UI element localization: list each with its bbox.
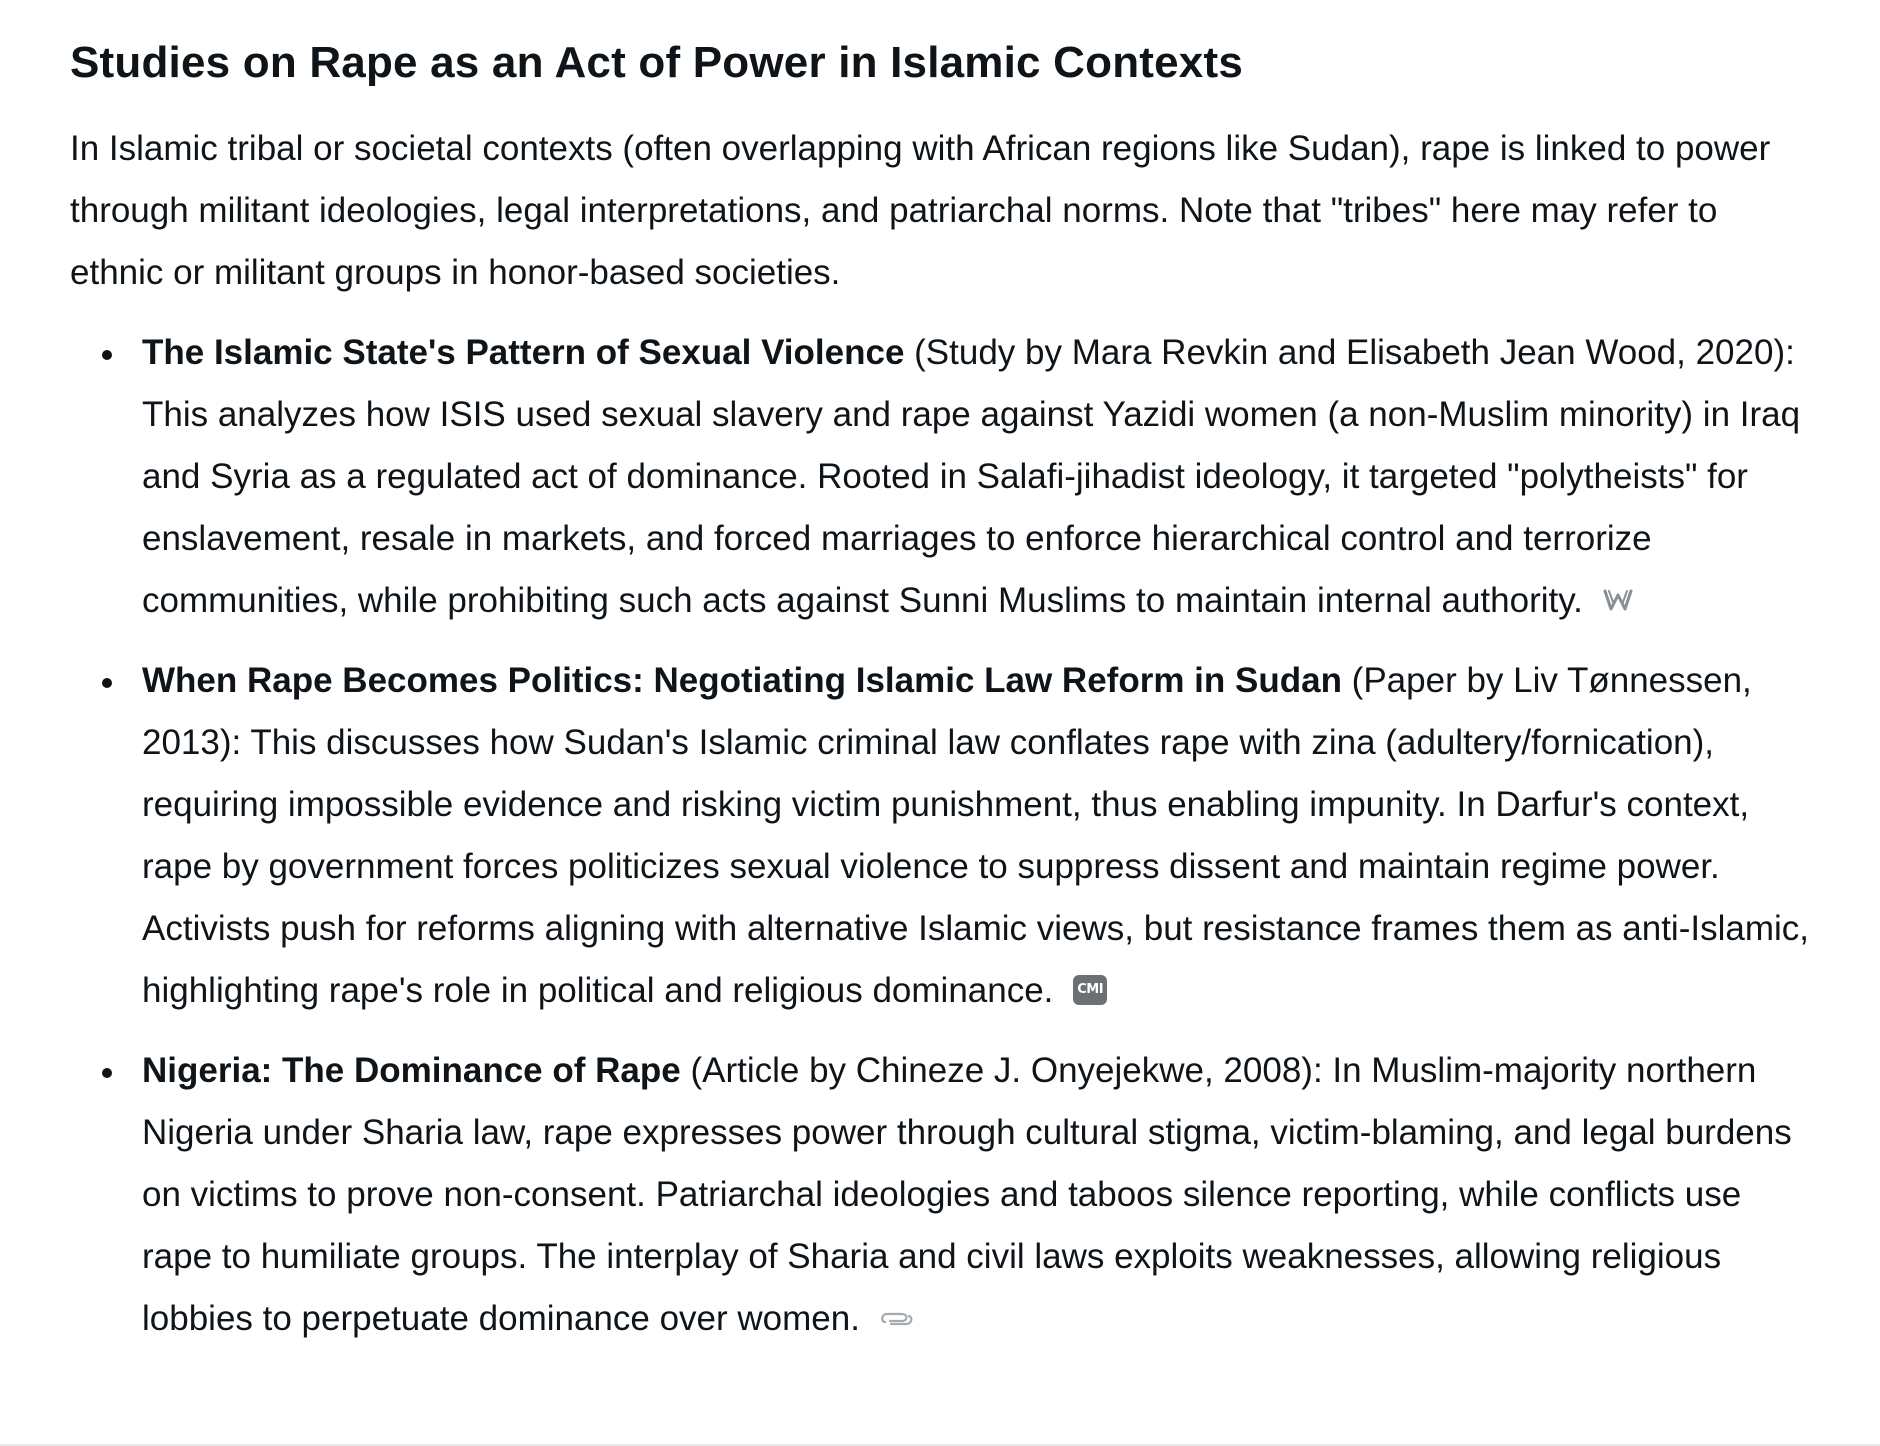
study-description: (Paper by Liv Tønnessen, 2013): This discusses how Sudan's Islamic criminal law conflates rape with zina (adultery/fornication), requiring impossible evidence and risking victim punishment, thus enabling impunity. In Darfur's context, rape by government forces politicizes sexual violence to suppress dissent and maintain regime power. Activists push for reforms aligning with alternative Islamic views, but resistance frames them as anti-Islamic, highlighting rape's role in political and religious dominance. — [142, 661, 1809, 1010]
study-title: Nigeria: The Dominance of Rape — [142, 1051, 681, 1090]
study-description: (Study by Mara Revkin and Elisabeth Jean Wood, 2020): This analyzes how ISIS used sexual slavery and rape against Yazidi women (a non-Muslim minority) in Iraq and Syria as a regulated act of dominance. Rooted in Salafi-jihadist ideology, it targeted "polytheists" for enslavement, resale in markets, and forced marriages to enforce hierarchical control and terrorize communities, while prohibiting such acts against Sunni Muslims to maintain internal authority. — [142, 333, 1801, 620]
study-description: (Article by Chineze J. Onyejekwe, 2008): In Muslim-majority northern Nigeria under Sharia law, rape expresses power through cultural stigma, victim-blaming, and legal burdens on victims to prove non-consent. Patriarchal ideologies and taboos silence reporting, while conflicts use rape to humiliate groups. The interplay of Sharia and civil laws exploits weaknesses, allowing religious lobbies to perpetuate dominance over women. — [142, 1051, 1792, 1338]
link-icon[interactable] — [880, 1308, 914, 1328]
list-item — [142, 322, 1810, 632]
study-title: The Islamic State's Pattern of Sexual Violence — [142, 333, 905, 372]
section-heading: Studies on Rape as an Act of Power in Islamic Contexts — [70, 38, 1243, 87]
intro-paragraph: In Islamic tribal or societal contexts (often overlapping with African regions like Sudan), rape is linked to power through militant ideologies, legal interpretations, and patriarchal norms. Note that "tribes" here may refer to ethnic or militant groups in honor-based societies. — [70, 129, 1771, 292]
list-item — [142, 1040, 1810, 1350]
studies-list — [70, 322, 1810, 1350]
study-title: When Rape Becomes Politics: Negotiating Islamic Law Reform in Sudan — [142, 661, 1342, 700]
cmi-logo-icon[interactable]: CMI — [1073, 975, 1107, 1005]
wiley-logo-icon[interactable] — [1603, 587, 1633, 613]
list-item — [142, 650, 1810, 1022]
